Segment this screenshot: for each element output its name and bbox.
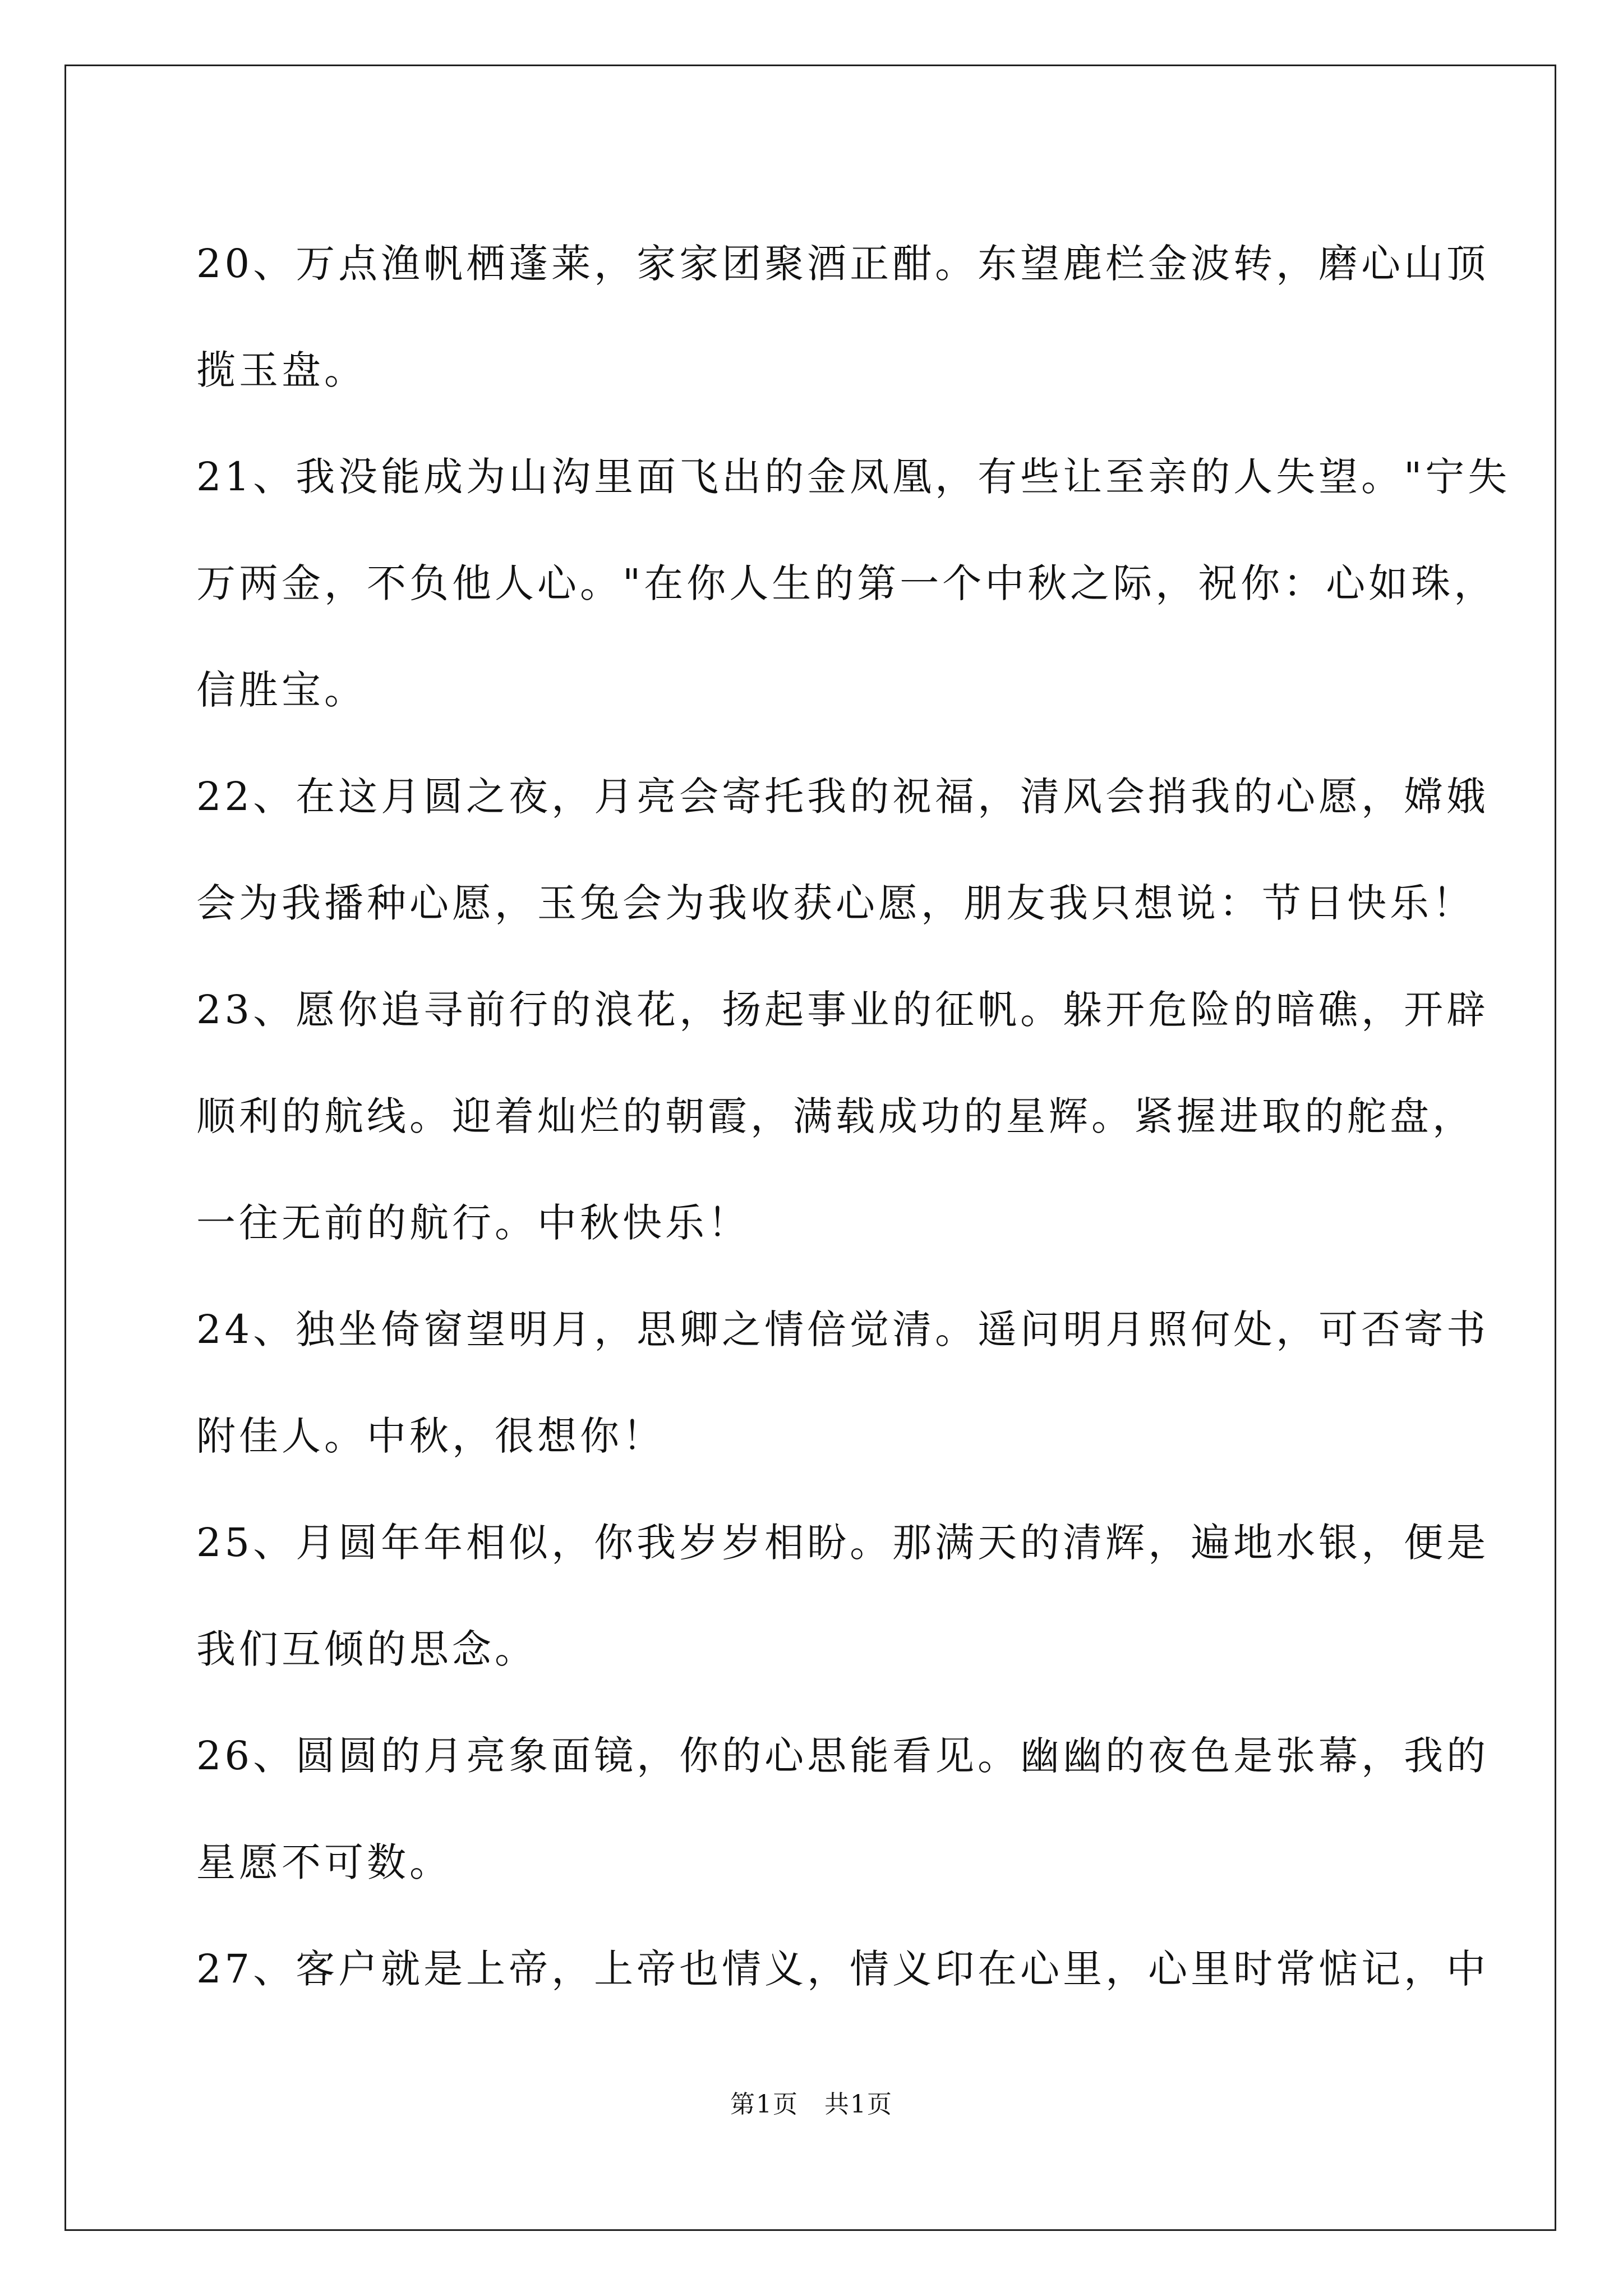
text-line: 星愿不可数。: [196, 1839, 452, 1885]
text-line: 万两金，不负他人心。"在你人生的第一个中秋之际，祝你：心如珠，: [196, 560, 1497, 606]
text-line: 27、客户就是上帝，上帝也情义，情义印在心里，心里时常惦记，中: [196, 1946, 1490, 1992]
text-line: 会为我播种心愿，玉兔会为我收获心愿，朋友我只想说：节日快乐！: [196, 880, 1475, 926]
text-line: 我们互倾的思念。: [196, 1626, 537, 1672]
text-line: 信胜宝。: [196, 667, 367, 713]
text-line: 20、万点渔帆栖蓬莱，家家团聚酒正酣。东望鹿栏金波转，磨心山顶: [196, 241, 1490, 287]
text-line: 23、愿你追寻前行的浪花，扬起事业的征帆。躲开危险的暗礁，开辟: [196, 987, 1490, 1033]
text-line: 24、独坐倚窗望明月，思卿之情倍觉清。遥问明月照何处，可否寄书: [196, 1306, 1490, 1352]
page-footer: [0, 2088, 1623, 2122]
text-line: 21、我没能成为山沟里面飞出的金凤凰，有些让至亲的人失望。"宁失: [196, 454, 1511, 500]
page-count: 共1页: [824, 2090, 893, 2119]
text-line: 附佳人。中秋，很想你！: [196, 1413, 665, 1459]
text-line: 26、圆圆的月亮象面镜，你的心思能看见。幽幽的夜色是张幕，我的: [196, 1733, 1490, 1779]
text-line: 22、在这月圆之夜，月亮会寄托我的祝福，清风会捎我的心愿，嫦娥: [196, 774, 1490, 820]
text-line: 25、月圆年年相似，你我岁岁相盼。那满天的清辉，遍地水银，便是: [196, 1520, 1490, 1566]
document-body: [196, 210, 1511, 2022]
text-line: 揽玉盘。: [196, 347, 367, 393]
text-line: 一往无前的航行。中秋快乐！: [196, 1200, 750, 1246]
page-number: 第1页: [730, 2090, 799, 2119]
text-line: 顺利的航线。迎着灿烂的朝霞，满载成功的星辉。紧握进取的舵盘，: [196, 1093, 1475, 1139]
